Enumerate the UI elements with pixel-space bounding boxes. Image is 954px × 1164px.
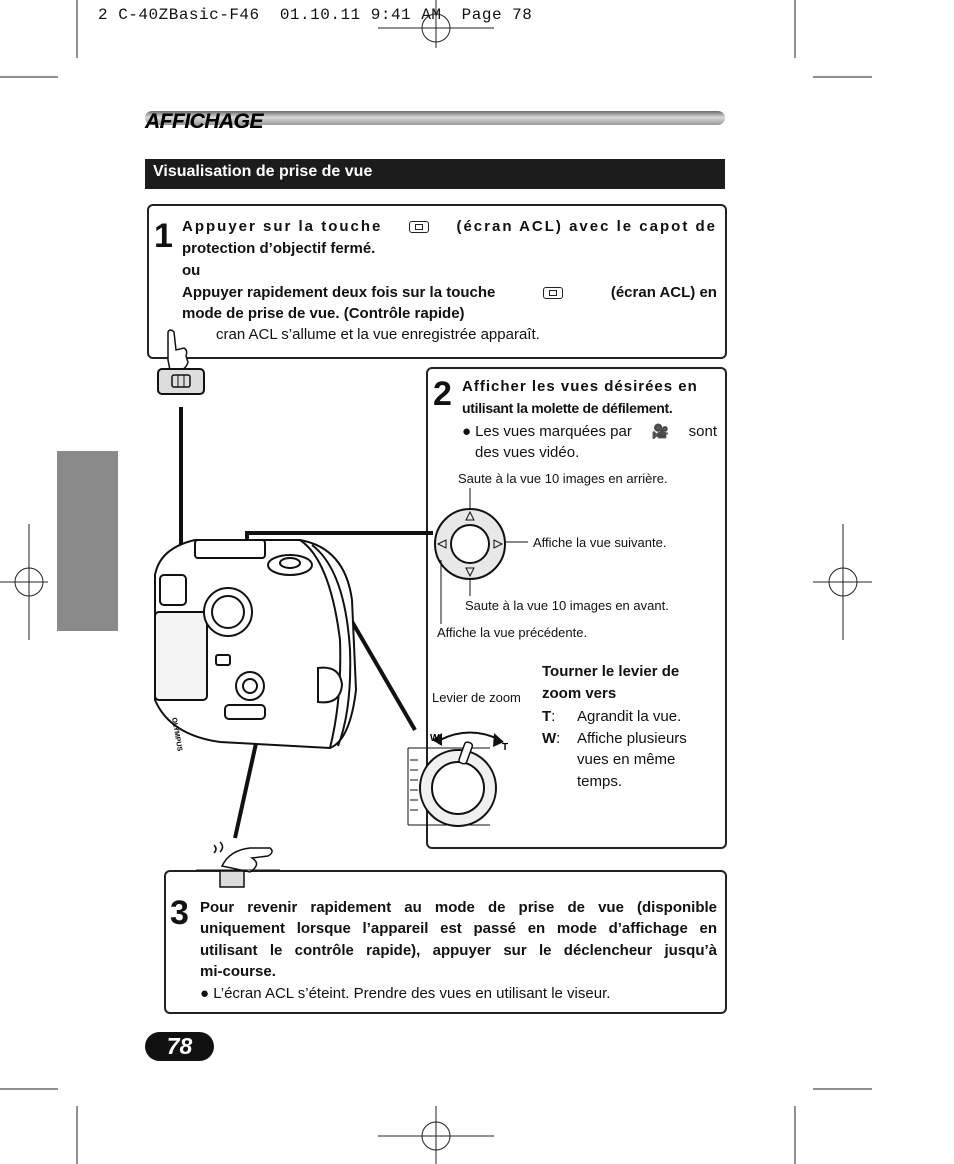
print-header: 2 C-40ZBasic-F46 01.10.11 9:41 AM Page 78 <box>98 6 533 24</box>
t-desc: Agrandit la vue. <box>577 708 682 725</box>
step2-number: 2 <box>433 375 452 413</box>
step1-line3b: (écran ACL) en <box>610 284 717 301</box>
step2-line1: Afficher les vues désirées en <box>462 378 698 395</box>
label-down: Saute à la vue 10 images en avant. <box>465 598 669 613</box>
step1-line3a: Appuyer rapidement deux fois sur la touche <box>182 284 496 301</box>
zoom-w-row: W: <box>542 730 561 747</box>
movie-icon: 🎥 <box>651 423 669 439</box>
label-up: Saute à la vue 10 images en arrière. <box>458 471 668 486</box>
shutter-hand-icon <box>214 842 272 872</box>
t-key: T <box>542 708 552 725</box>
page-number: 78 <box>166 1033 193 1059</box>
step3-line2: uniquement lorsque l’appareil est passé en mode d’affichage en <box>200 920 717 937</box>
step3-bullet-text: L’écran ACL s’éteint. Prendre des vues en utilisant le viseur. <box>213 985 611 1002</box>
label-right: Affiche la vue suivante. <box>533 535 667 550</box>
hand-press-icon <box>168 330 188 372</box>
step3-line4: mi-course. <box>200 963 276 980</box>
step1-number: 1 <box>154 217 173 255</box>
step2-bullet-b: sont <box>688 423 717 440</box>
w-desc1: Affiche plusieurs <box>577 730 687 747</box>
zoom-t-row: T: <box>542 708 556 725</box>
step2-bullet-a: Les vues marquées par <box>475 423 632 440</box>
step3-number: 3 <box>170 894 189 932</box>
step3-bullet: ● L’écran ACL s’éteint. Prendre des vues en utilisant le viseur. <box>200 985 611 1002</box>
w-desc3: temps. <box>577 773 623 790</box>
zoom-title1: Tourner le levier de <box>542 663 680 680</box>
step1-line1a: Appuyer sur la touche <box>182 218 383 235</box>
step3-line3: utilisant le contrôle rapide), appuyer sur le déclencheur jusqu’à <box>200 942 717 959</box>
camera-body <box>155 540 356 748</box>
section-title: AFFICHAGE <box>145 110 263 133</box>
camera-brand: OLYMPUS <box>170 717 183 752</box>
label-left: Affiche la vue précédente. <box>437 625 588 640</box>
arrow-pad <box>435 509 505 579</box>
bullet-dot: ● <box>462 423 472 440</box>
zoom-lever-label: Levier de zoom <box>432 690 521 705</box>
step1-note: cran ACL s’allume et la vue enregistrée apparaît. <box>216 326 540 343</box>
step2-line2: utilisant la molette de défilement. <box>462 400 673 416</box>
monitor-button-callout <box>158 369 204 394</box>
step1-line2: protection d’objectif fermé. <box>182 240 376 257</box>
w-desc2: vues en même <box>577 751 676 768</box>
zoom-t-mark: T <box>502 742 509 753</box>
w-key: W <box>542 730 557 747</box>
zoom-dial <box>408 733 508 827</box>
step2-bullet-c: des vues vidéo. <box>475 444 580 461</box>
subsection-title: Visualisation de prise de vue <box>153 163 373 180</box>
zoom-w-mark: W <box>430 733 440 744</box>
step1-or: ou <box>182 262 201 279</box>
shutter-button-callout <box>220 871 244 887</box>
step1-line1b: (écran ACL) avec le capot de <box>456 218 717 235</box>
zoom-title2: zoom vers <box>542 685 617 702</box>
step3-line1: Pour revenir rapidement au mode de prise de vue (disponible <box>200 899 717 916</box>
step1-line4: mode de prise de vue. (Contrôle rapide) <box>182 305 465 322</box>
